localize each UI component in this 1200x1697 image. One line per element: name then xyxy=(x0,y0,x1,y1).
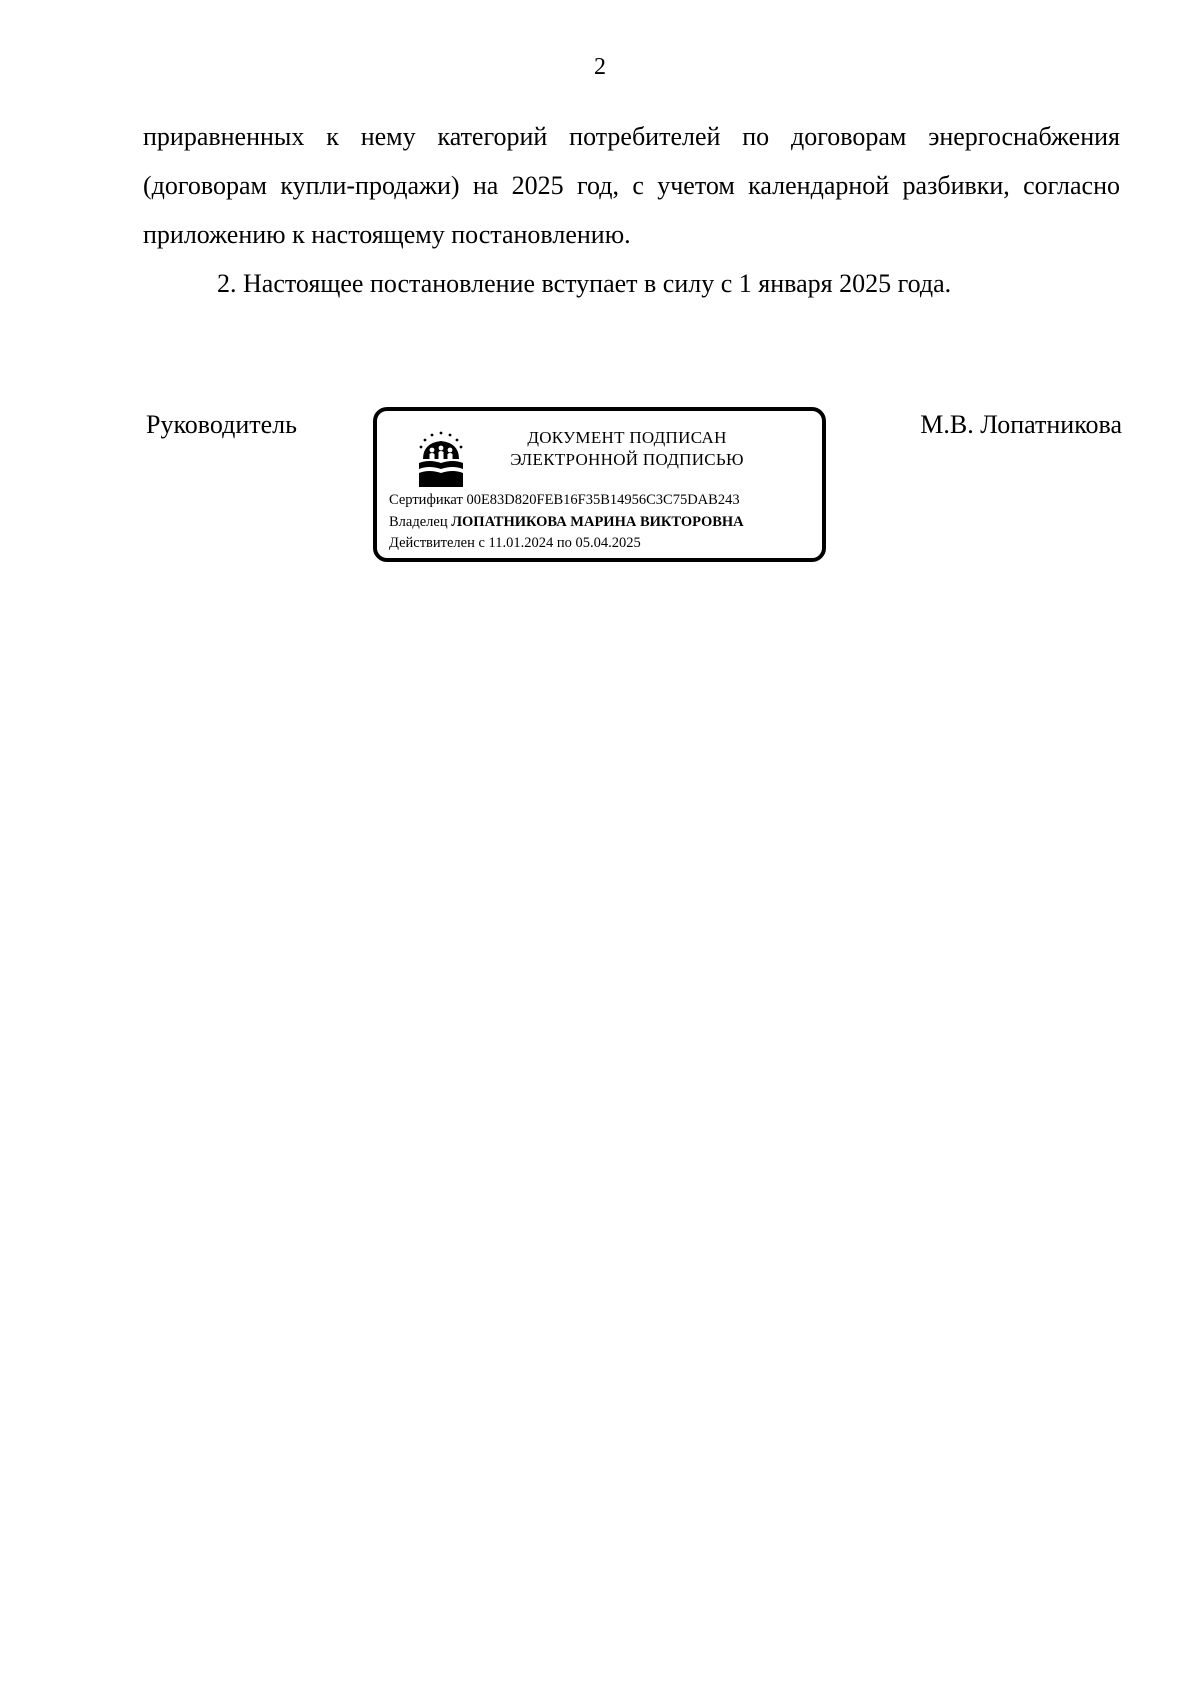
owner-value: ЛОПАТНИКОВА МАРИНА ВИКТОРОВНА xyxy=(451,513,744,530)
owner-label: Владелец xyxy=(389,513,448,530)
electronic-signature-stamp xyxy=(373,407,826,562)
stamp-certificate-row xyxy=(389,490,819,512)
paragraph-continuation: приравненных к нему категорий потребителей по договорам энергоснабжения (договорам купли-продажи) на 2025 год, с учетом календарной разбивки, согласно приложению к настоящему постановлению. xyxy=(143,122,1120,249)
stamp-heading-line-1: ДОКУМЕНТ ПОДПИСАН xyxy=(527,428,727,447)
certificate-value: 00E83D820FEB16F35B14956C3C75DAB243 xyxy=(466,492,740,508)
certificate-label: Сертификат xyxy=(389,492,463,508)
page-number: 2 xyxy=(594,54,606,80)
valid-to-date: 05.04.2025 xyxy=(575,535,641,551)
valid-to-label: по xyxy=(556,535,572,551)
regional-emblem-icon xyxy=(415,429,467,489)
valid-from-label: с xyxy=(478,535,485,551)
signer-name: М.В. Лопатникова xyxy=(920,410,1122,439)
signer-title: Руководитель xyxy=(146,410,297,439)
stamp-heading xyxy=(477,427,777,471)
valid-from-date: 11.01.2024 xyxy=(488,535,554,551)
stamp-details xyxy=(389,490,819,555)
document-body xyxy=(143,112,1120,308)
stamp-validity-row xyxy=(389,533,819,555)
stamp-owner-row xyxy=(389,512,819,534)
paragraph-effective-date: 2. Настоящее постановление вступает в силу с 1 января 2025 года. xyxy=(217,269,952,298)
valid-label: Действителен xyxy=(389,535,475,551)
stamp-heading-line-2: ЭЛЕКТРОННОЙ ПОДПИСЬЮ xyxy=(510,450,744,469)
